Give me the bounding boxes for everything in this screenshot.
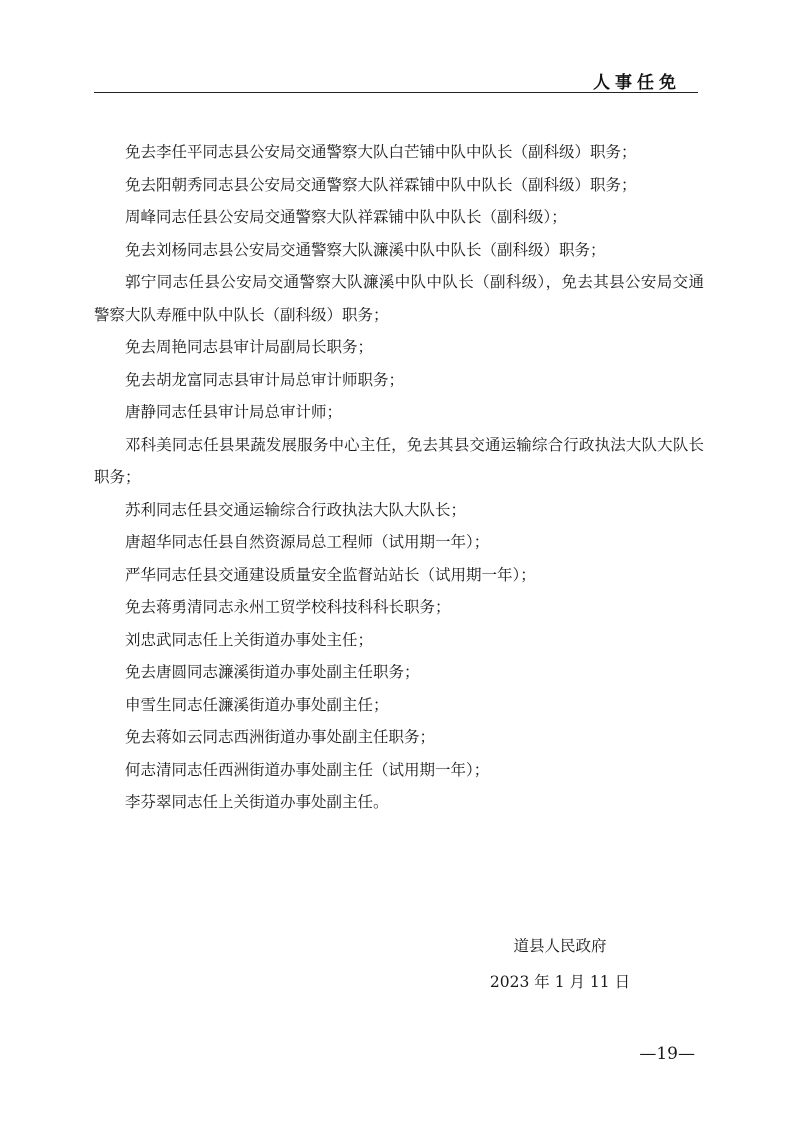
paragraph: 严华同志任县交通建设质量安全监督站站长（试用期一年）；	[125, 565, 536, 584]
section-title: 人事任免	[593, 73, 681, 93]
paragraph: 免去李任平同志县公安局交通警察大队白芒铺中队中队长（副科级）职务；	[125, 143, 637, 161]
paragraph: 郭宁同志任县公安局交通警察大队濂溪中队中队长（副科级），免去其县公安局交通警察大队寿雁中队中队长（副科级）职务；	[94, 273, 704, 324]
paragraph: 周峰同志任县公安局交通警察大队祥霖铺中队中队长（副科级）；	[125, 208, 567, 226]
page-number: —19—	[639, 1044, 695, 1064]
paragraph: 免去唐圆同志濂溪街道办事处副主任职务；	[125, 663, 420, 681]
paragraph: 何志清同志任西洲街道办事处副主任（试用期一年）；	[125, 760, 490, 779]
paragraph: 申雪生同志任濂溪街道办事处副主任；	[125, 695, 389, 714]
document-body	[94, 136, 704, 819]
paragraph: 李芬翠同志任上关街道办事处副主任。	[125, 793, 389, 811]
header-divider	[94, 92, 698, 93]
paragraph: 唐静同志任县审计局总审计师；	[125, 403, 343, 421]
paragraph: 刘忠武同志任上关街道办事处主任；	[125, 630, 374, 649]
signature-organization: 道县人民政府	[513, 937, 607, 955]
paragraph: 邓科美同志任县果蔬发展服务中心主任，免去其县交通运输综合行政执法大队大队长职务；	[94, 435, 704, 486]
signature-date: 2023 年 1 月 11 日	[489, 973, 631, 991]
paragraph: 免去胡龙富同志县审计局总审计师职务；	[125, 370, 405, 389]
paragraph: 免去周艳同志县审计局副局长职务；	[125, 338, 374, 356]
paragraph: 免去阳朝秀同志县公安局交通警察大队祥霖铺中队中队长（副科级）职务；	[125, 175, 637, 194]
paragraph: 苏利同志任县交通运输综合行政执法大队大队长；	[125, 500, 467, 519]
paragraph: 唐超华同志任县自然资源局总工程师（试用期一年）；	[125, 533, 490, 551]
paragraph: 免去蒋如云同志西洲街道办事处副主任职务；	[125, 728, 436, 746]
paragraph: 免去刘杨同志县公安局交通警察大队濂溪中队中队长（副科级）职务；	[125, 240, 606, 259]
paragraph: 免去蒋勇清同志永州工贸学校科技科科长职务；	[125, 598, 451, 616]
